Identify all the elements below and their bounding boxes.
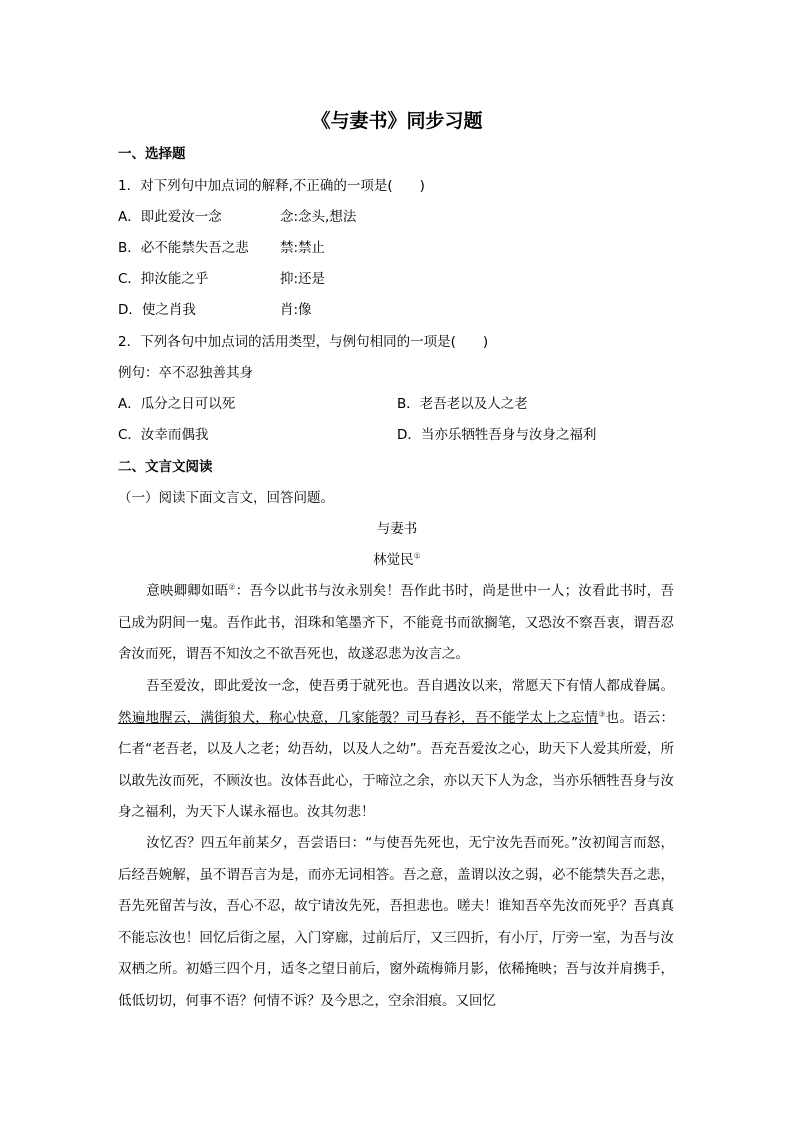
passage-paragraph-1 — [118, 576, 674, 671]
q1-option-b-gloss: 禁:禁止 — [280, 240, 326, 256]
section-heading-reading: 二、文言文阅读 — [118, 459, 213, 475]
q2-option-c: C．汝幸而偶我 — [118, 427, 209, 443]
question-2-stem: 2．下列各句中加点词的活用类型，与例句相同的一项是( ) — [118, 334, 489, 350]
passage-paragraph-3 — [118, 828, 674, 1017]
q1-option-c-gloss: 抑:还是 — [280, 271, 326, 287]
q1-option-a-gloss: 念:念头,想法 — [280, 209, 357, 225]
author-footnote-marker: ① — [413, 551, 421, 561]
q2-option-a: A．瓜分之日可以死 — [118, 396, 236, 412]
passage-paragraph-2 — [118, 671, 674, 829]
author-name: 林觉民 — [373, 552, 414, 568]
q1-option-a: A．即此爱汝一念 — [118, 209, 222, 225]
q2-option-d: D．当亦乐牺牲吾身与汝身之福利 — [397, 427, 597, 443]
paragraph-2-text-b: 也。语云：仁者“老吾老，以及人之老；幼吾幼，以及人之幼”。吾充吾爱汝之心，助天下人爱其所爱，所以敢先汝而死，不顾汝也。汝体吾此心，于啼泣之余，亦以天下人为念，当亦乐牺牲吾身与汝身之福利，为天下人谋永福也。汝其勿悲！ — [118, 709, 675, 820]
q1-option-c: C．抑汝能之乎 — [118, 271, 209, 287]
salutation: 意映卿卿如晤 — [146, 583, 229, 599]
paragraph-2-text-a: 吾至爱汝，即此爱汝一念，使吾勇于就死也。吾自遇汝以来，常愿天下有情人都成眷属。 — [146, 678, 674, 694]
paragraph-1-text: ：吾今以此书与汝永别矣！吾作此书时，尚是世中一人；汝看此书时，吾已成为阴间一鬼。吾作此书，泪珠和笔墨齐下，不能竟书而欲搁笔，又恐汝不察吾衷，谓吾忍舍汝而死，谓吾不知汝之不欲吾死也，故遂忍悲为汝言之。 — [118, 583, 675, 662]
passage-title: 与妻书 — [376, 521, 418, 537]
q1-option-d-gloss: 肖:像 — [280, 302, 312, 318]
question-2-example: 例句：卒不忍独善其身 — [118, 365, 253, 381]
footnote-marker-3: ③ — [598, 709, 606, 718]
passage-author — [0, 551, 794, 569]
underlined-sentence: 然遍地腥云，满街狼犬，称心快意，几家能彀？司马春衫，吾不能学太上之忘情 — [118, 709, 599, 726]
page-title: 《与妻书》同步习题 — [311, 110, 483, 132]
section-heading-choice: 一、选择题 — [118, 146, 186, 162]
question-1-stem: 1．对下列句中加点词的解释,不正确的一项是( ) — [118, 178, 425, 194]
footnote-marker-2: ② — [228, 582, 236, 592]
paragraph-3-text: 汝忆否？四五年前某夕，吾尝语曰：“与使吾先死也，无宁汝先吾而死。”汝初闻言而怒，后经吾婉解，虽不谓吾言为是，而亦无词相答。吾之意，盖谓以汝之弱，必不能禁失吾之悲，吾先死留苦与汝，吾心不忍，故宁请汝先死，吾担悲也。嗟夫！谁知吾卒先汝而死乎？吾真真不能忘汝也！回忆后街之屋，入门穿廊，过前后厅，又三四折，有小厅，厅旁一室，为吾与汝双栖之所。初婚三四个月，适冬之望日前后，窗外疏梅筛月影，依稀掩映；吾与汝并肩携手，低低切切，何事不语？何情不诉？及今思之，空余泪痕。又回忆 — [118, 835, 674, 1009]
reading-intro: （一）阅读下面文言文，回答问题。 — [118, 490, 334, 506]
q1-option-d: D．使之肖我 — [118, 302, 196, 318]
q1-option-b: B．必不能禁失吾之悲 — [118, 240, 249, 256]
q2-option-b: B．老吾老以及人之老 — [397, 396, 528, 412]
